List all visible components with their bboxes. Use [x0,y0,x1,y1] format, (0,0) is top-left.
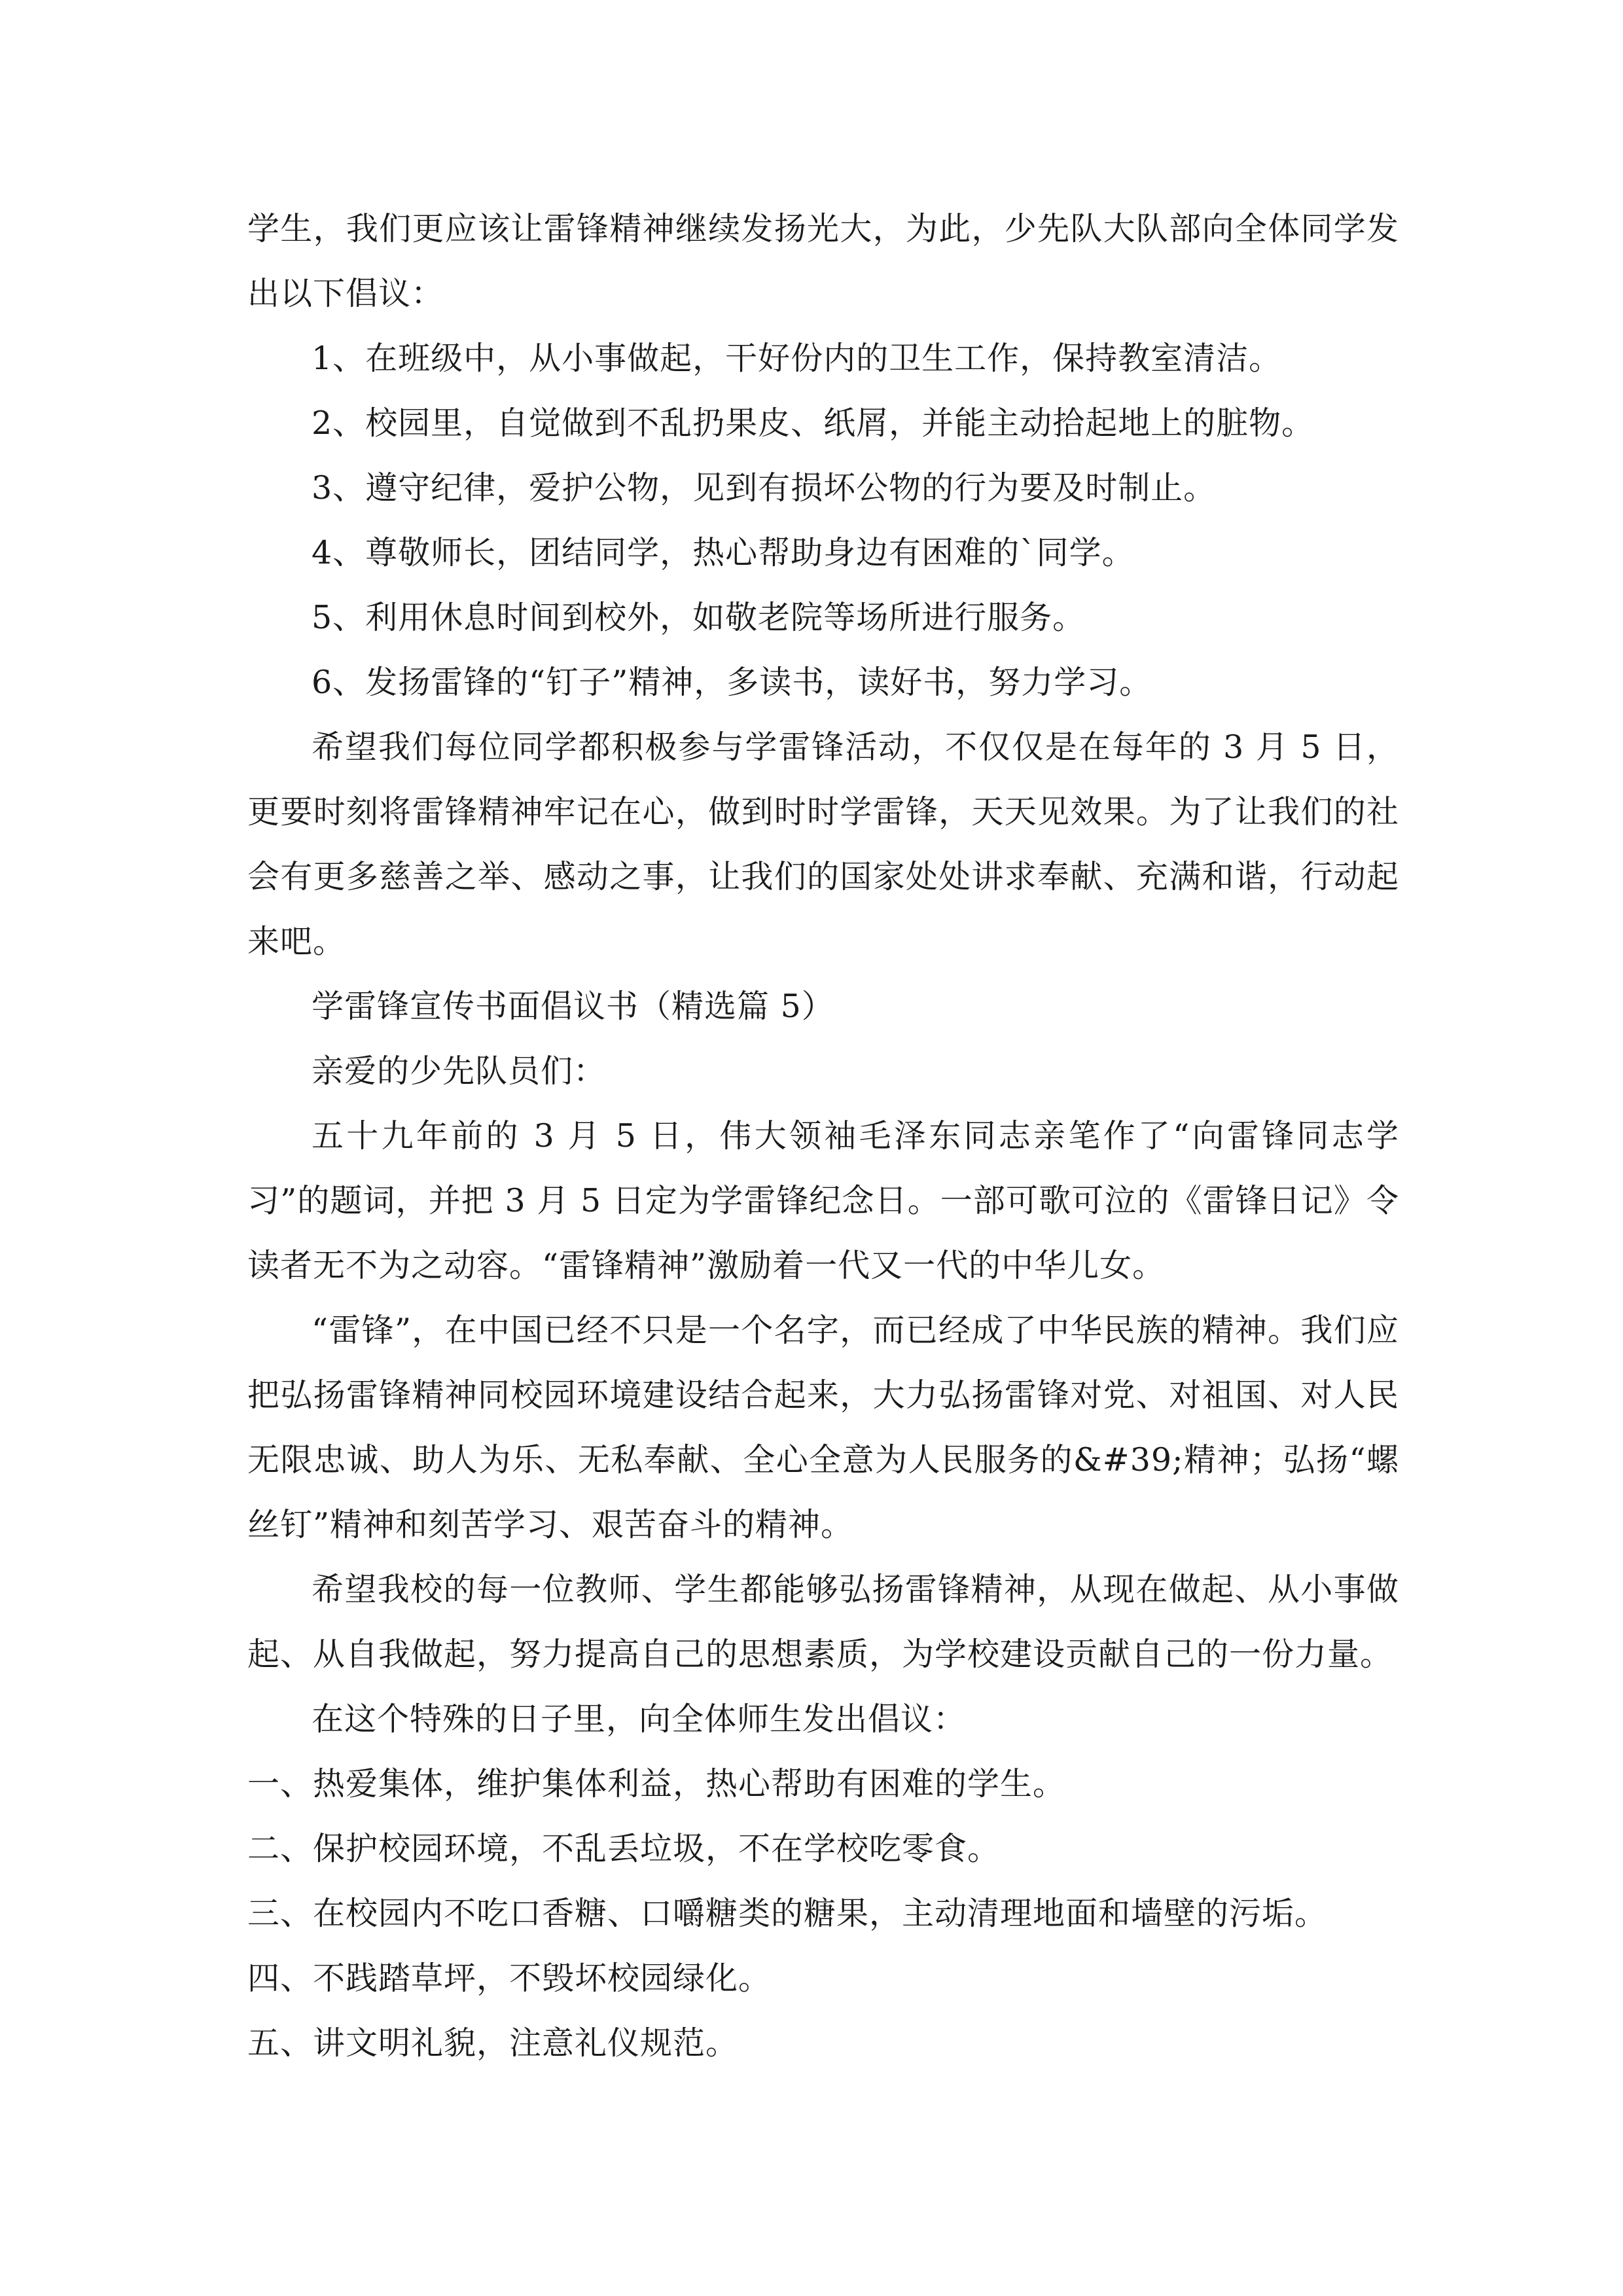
proposal-item-three: 三、在校园内不吃口香糖、口嚼糖类的糖果，主动清理地面和墙壁的污垢。 [247,1895,1328,1932]
document-body [247,196,1399,2075]
proposal-item-3: 3、遵守纪律，爱护公物，见到有损坏公物的行为要及时制止。 [312,469,1217,507]
proposal-item-one: 一、热爱集体，维护集体利益，热心帮助有困难的学生。 [247,1765,1066,1803]
proposal-item-five: 五、讲文明礼貌，注意礼仪规范。 [247,2024,739,2062]
section-heading: 学雷锋宣传书面倡议书（精选篇 5） [312,988,834,1025]
proposal-item-5: 5、利用休息时间到校外，如敬老院等场所进行服务。 [312,599,1086,636]
proposal-item-4: 4、尊敬师长，团结同学，热心帮助身边有困难的`同学。 [312,534,1135,571]
proposal-item-2: 2、校园里，自觉做到不乱扔果皮、纸屑，并能主动拾起地上的脏物。 [312,404,1315,442]
proposal-item-6: 6、发扬雷锋的“钉子”精神，多读书，读好书，努力学习。 [312,664,1152,701]
body-paragraph: 在这个特殊的日子里，向全体师生发出倡议： [312,1700,967,1738]
body-paragraph: 希望我校的每一位教师、学生都能够弘扬雷锋精神，从现在做起、从小事做起、从自我做起，努力提高自己的思想素质，为学校建设贡献自己的一份力量。 [247,1571,1399,1673]
proposal-item-1: 1、在班级中，从小事做起，干好份内的卫生工作，保持教室清洁。 [312,340,1282,377]
proposal-item-four: 四、不践踏草坪，不毁坏校园绿化。 [247,1960,772,1997]
proposal-item-two: 二、保护校园环境，不乱丢垃圾，不在学校吃零食。 [247,1830,1001,1867]
body-paragraph: 五十九年前的 3 月 5 日，伟大领袖毛泽东同志亲笔作了“向雷锋同志学习”的题词，并把 3 月 5 日定为学雷锋纪念日。一部可歌可泣的《雷锋日记》令读者无不为之动容。“雷锋精神”激励着一代又一代的中华儿女。 [247,1117,1399,1284]
body-paragraph: “雷锋”，在中国已经不只是一个名字，而已经成了中华民族的精神。我们应把弘扬雷锋精神同校园环境建设结合起来，大力弘扬雷锋对党、对祖国、对人民无限忠诚、助人为乐、无私奉献、全心全意为人民服务的&#39;精神；弘扬“螺丝钉”精神和刻苦学习、艰苦奋斗的精神。 [247,1312,1399,1543]
closing-paragraph: 希望我们每位同学都积极参与学雷锋活动，不仅仅是在每年的 3 月 5 日，更要时刻将雷锋精神牢记在心，做到时时学雷锋，天天见效果。为了让我们的社会有更多慈善之举、感动之事，让我们的国家处处讲求奉献、充满和谐，行动起来吧。 [247,728,1399,960]
salutation: 亲爱的少先队员们： [312,1052,607,1090]
paragraph-intro-continuation: 学生，我们更应该让雷锋精神继续发扬光大，为此，少先队大队部向全体同学发出以下倡议： [247,210,1399,312]
